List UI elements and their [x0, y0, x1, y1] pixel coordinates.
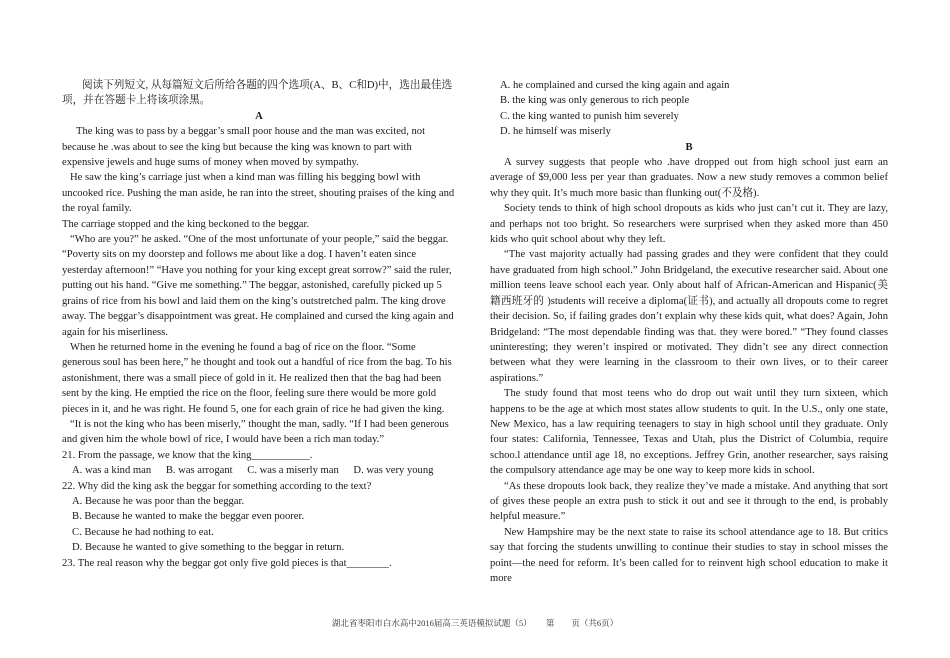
instructions: 阅读下列短文, 从每篇短文后所给各题的四个选项(A、B、C和D)中，选出最佳选项，并在答题卡上将该项涂黑。 [62, 80, 453, 107]
passage-a-paragraph: He saw the king’s carriage just when a kind man was filling his begging bowl with uncooked rice. Pushing the man aside, he ran into the street, shouting praises of the king and the royal family. [62, 172, 455, 215]
page-footer [0, 617, 950, 629]
option-d: D. he himself was miserly [500, 126, 611, 138]
passage-b-paragraph: A survey suggests that people who .have dropped out from high school just earn an average of $9,000 less per year than graduates. Now a new study removes a common belief why they quit. It’s much more basic than flunking out(不及格). [490, 157, 888, 199]
passage-b-paragraph: Society tends to think of high school dropouts as kids who just can’t cut it. They are lazy, and perhaps not too bright. So researchers were surprised when they asked more than 450 kids who quit school about why they left. [490, 203, 888, 246]
left-column [62, 78, 456, 571]
question-21-stem: 21. From the passage, we know that the king___________. [62, 449, 313, 461]
section-b-heading: B [685, 141, 693, 153]
question-23-stem: 23. The real reason why the beggar got only five gold pieces is that________. [62, 557, 392, 569]
option-a: A. Because he was poor than the beggar. [72, 495, 245, 507]
page-number: 第 页（共6页） [545, 618, 619, 628]
option-c: C. the king wanted to punish him severely [500, 110, 679, 122]
option-b: B. the king was only generous to rich people [500, 95, 690, 107]
passage-a-paragraph: The king was to pass by a beggar’s small poor house and the man was excited, not because he .was about to see the king but because the king was known to part with expensive jewels and huge sums of money when moved by sympathy. [62, 126, 426, 169]
exam-title: 湖北省枣阳市白水高中2016届高三英语模拟试题（5） [331, 618, 532, 628]
option-b: B. was arrogant [165, 465, 233, 477]
option-d: D. Because he wanted to give something to the beggar in return. [72, 542, 345, 554]
option-a: A. was a kind man [72, 465, 152, 477]
passage-b-paragraph: “The vast majority actually had passing grades and they were confident that they could have graduated from high school.” John Bridgeland, the executive researcher said. About one million teens leave school each year. Only about half of African-American and Hispanic(美籍西班牙的 )students will receive a diploma(证书), and actually all dropouts come to regret their decision. So, if failing grades don’t explain why these kids quit, what does? Again, John Bridgeland: “The most dependable finding was that. they were bored.” “They found classes uninteresting; they weren’t inspired or motivated. They didn’t see any direct connection between what they were learning in the classroom to their own lives, or to their career aspirations.” [490, 249, 888, 384]
passage-b-paragraph: “As these dropouts look back, they realize they’ve made a mistake. And anything that sort of gives these people an extra push to stick it out and see it through to the end, is probably helpful measure.” [490, 480, 888, 523]
question-21-options [62, 463, 456, 478]
right-column [490, 78, 888, 586]
passage-a-paragraph: “It is not the king who has been miserly,” thought the man, sadly. “If I had been generous and given him the whole bowl of rice, I would have been a rich man today.” [62, 418, 449, 446]
option-a: A. he complained and cursed the king again and again [500, 80, 730, 91]
option-d: D. was very young [353, 465, 434, 477]
option-c: C. was a miserly man [247, 465, 339, 477]
passage-a-paragraph: When he returned home in the evening he found a bag of rice on the floor. “Some generous soul has been here,” he thought and took out a handful of rice from the bag. To his astonishment, there was a small piece of gold in it. He realized then that the bag had been sent by the king. He emptied the rice on the floor, feeling sure there would be more gold pieces in it, and he was right. He found 5, one for each grain of rice he had given the king. [62, 341, 452, 415]
passage-b-paragraph: The study found that most teens who do drop out wait until they turn sixteen, which happens to be the age at which most states allow students to quit. In the U.S., only one state, New Mexico, has a law requiring teenagers to stay in high school until they graduate. Only four states: California, Tennessee, Texas and Utah, plus the District of Columbia, require schoo.l attendance until age 18, no exceptions. Jeffrey Grin, another researcher, says raising the compulsory attendance age may be one way to keep more kids in school. [490, 388, 888, 477]
question-22-stem: 22. Why did the king ask the beggar for something according to the text? [62, 480, 372, 492]
passage-a-paragraph: “Who are you?” he asked. “One of the most unfortunate of your people,” said the beggar. “Poverty sits on my doorstep and follows me about like a dog. I haven’t eaten since yesterday afternoon!” “Have you nothing for your king except great sorrow?” said the ruler, putting out his hand. “Give me something.” The beggar, astonished, carefully picked up 5 grains of rice from his bowl and laid them on the king’s outstretched palm. The king drove away. The beggar’s disappointment was great. He complained and cursed the king again and again for his miserliness. [62, 234, 454, 338]
passage-b-paragraph: New Hampshire may be the next state to raise its school attendance age to 18. But critics say that forcing the students unwilling to continue their studies to stay in school misses the point—the need for reform. It’s been called for to reinvent high school education to make it more [490, 526, 888, 584]
option-b: B. Because he wanted to make the beggar even poorer. [72, 511, 305, 523]
section-a-heading: A [255, 110, 263, 122]
option-c: C. Because he had nothing to eat. [72, 526, 214, 538]
passage-a-paragraph: The carriage stopped and the king beckoned to the beggar. [62, 218, 310, 230]
